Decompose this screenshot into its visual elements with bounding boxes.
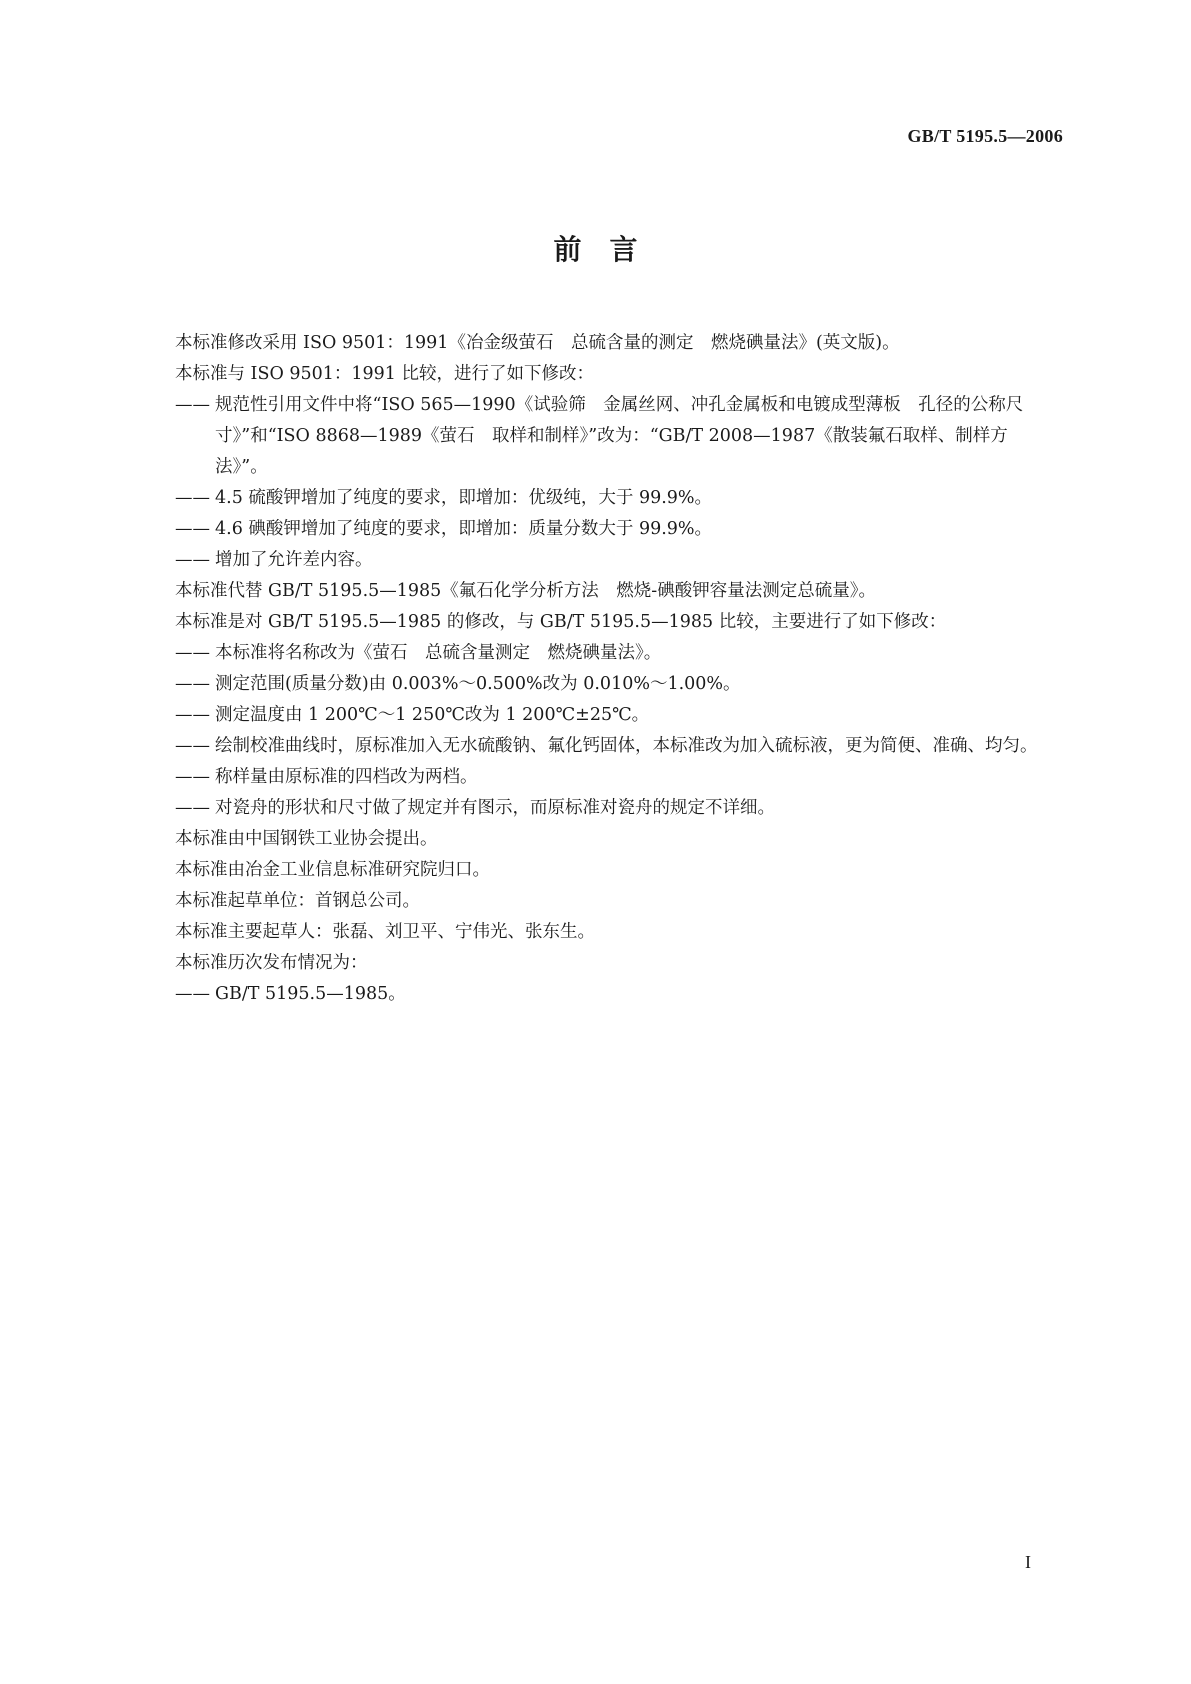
dash-marker: ——	[175, 984, 210, 1004]
page-number: I	[1025, 1552, 1031, 1572]
dash-marker: ——	[175, 395, 210, 415]
paragraph: 本标准起草单位：首钢总公司。	[175, 891, 420, 911]
dash-marker: ——	[175, 550, 210, 570]
dash-marker: ——	[175, 519, 210, 539]
foreword-body	[175, 328, 1055, 1010]
dash-marker: ——	[175, 674, 210, 694]
list-item-text: 4.5 硫酸钾增加了纯度的要求，即增加：优级纯，大于 99.9%。	[215, 488, 713, 508]
paragraph: 本标准代替 GB/T 5195.5—1985《氟石化学分析方法 燃烧-碘酸钾容量法测定总硫量》。	[175, 581, 876, 601]
list-item	[175, 390, 1055, 483]
paragraph: 本标准由中国钢铁工业协会提出。	[175, 829, 438, 849]
paragraph: 本标准主要起草人：张磊、刘卫平、宁伟光、张东生。	[175, 922, 595, 942]
list-item	[175, 669, 1055, 700]
paragraph: 本标准历次发布情况为：	[175, 953, 368, 973]
list-item-text: 称样量由原标准的四档改为两档。	[215, 767, 478, 787]
list-item	[175, 731, 1055, 762]
list-item	[175, 700, 1055, 731]
paragraph: 本标准修改采用 ISO 9501：1991《冶金级萤石 总硫含量的测定 燃烧碘量法》(英文版)。	[175, 333, 900, 353]
list-item-text: 规范性引用文件中将“ISO 565—1990《试验筛 金属丝网、冲孔金属板和电镀成型薄板 孔径的公称尺寸》”和“ISO 8868—1989《萤石 取样和制样》”改为：“GB/T 2008—1987《散装氟石取样、制样方法》”。	[215, 395, 1024, 477]
list-item-text: 绘制校准曲线时，原标准加入无水硫酸钠、氟化钙固体，本标准改为加入硫标液，更为简便、准确、均匀。	[215, 736, 1038, 756]
list-item	[175, 979, 1055, 1010]
list-item-text: 增加了允许差内容。	[215, 550, 373, 570]
list-item-text: 测定温度由 1 200℃～1 250℃改为 1 200℃±25℃。	[215, 705, 650, 725]
list-item-text: GB/T 5195.5—1985。	[215, 984, 406, 1004]
list-item-text: 本标准将名称改为《萤石 总硫含量测定 燃烧碘量法》。	[215, 643, 662, 663]
paragraph: 本标准与 ISO 9501：1991 比较，进行了如下修改：	[175, 364, 595, 384]
list-item	[175, 514, 1055, 545]
list-item	[175, 545, 1055, 576]
dash-marker: ——	[175, 705, 210, 725]
dash-marker: ——	[175, 643, 210, 663]
list-item-text: 4.6 碘酸钾增加了纯度的要求，即增加：质量分数大于 99.9%。	[215, 519, 713, 539]
dash-marker: ——	[175, 736, 210, 756]
dash-marker: ——	[175, 798, 210, 818]
page-title: 前 言	[553, 233, 638, 266]
list-item	[175, 762, 1055, 793]
list-item-text: 测定范围(质量分数)由 0.003%～0.500%改为 0.010%～1.00%。	[215, 674, 741, 694]
paragraph: 本标准是对 GB/T 5195.5—1985 的修改，与 GB/T 5195.5—1985 比较，主要进行了如下修改：	[175, 612, 947, 632]
list-item	[175, 638, 1055, 669]
standard-code: GB/T 5195.5—2006	[907, 126, 1063, 146]
dash-marker: ——	[175, 488, 210, 508]
paragraph: 本标准由冶金工业信息标准研究院归口。	[175, 860, 490, 880]
list-item	[175, 483, 1055, 514]
list-item-text: 对瓷舟的形状和尺寸做了规定并有图示，而原标准对瓷舟的规定不详细。	[215, 798, 775, 818]
list-item	[175, 793, 1055, 824]
dash-marker: ——	[175, 767, 210, 787]
